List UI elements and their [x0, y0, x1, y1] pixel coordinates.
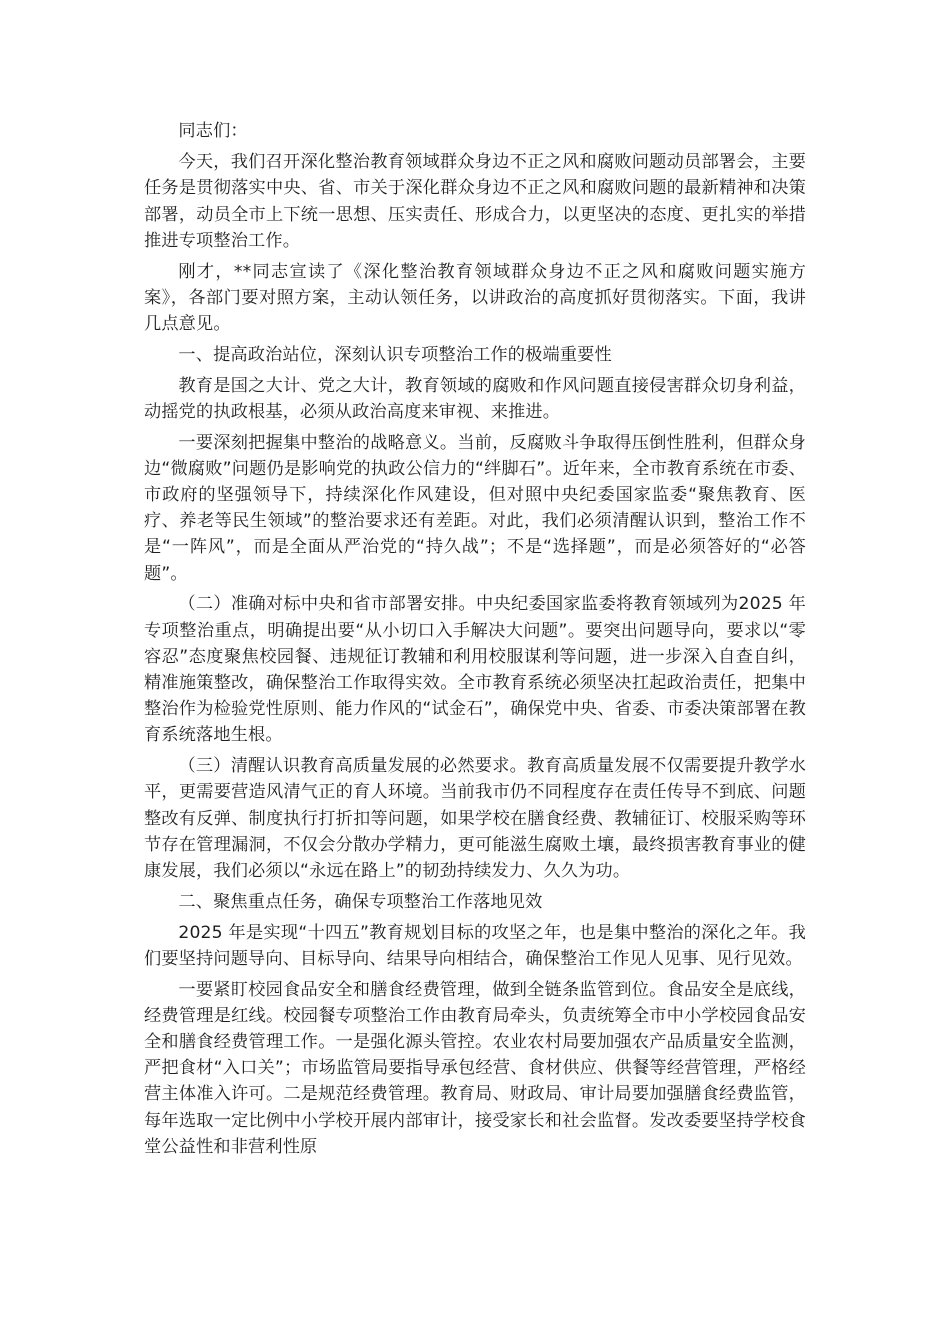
paragraph-opening: 今天，我们召开深化整治教育领域群众身边不正之风和腐败问题动员部署会，主要任务是贯彻落实中央、省、市关于深化群众身边不正之风和腐败问题的最新精神和决策部署，动员全市上下统一思想、压实责任、形成合力，以更坚决的态度、更扎实的举措推进专项整治工作。: [144, 152, 806, 251]
section-heading-one: 一、提高政治站位，深刻认识专项整治工作的极端重要性: [178, 344, 612, 365]
paragraph-point-1-3: （三）清醒认识教育高质量发展的必然要求。教育高质量发展不仅需要提升教学水平，更需要营造风清气正的育人环境。当前我市仍不同程度存在责任传导不到底、问题整改有反弹、制度执行打折扣等问题，如果学校在膳食经费、教辅征订、校服采购等环节存在管理漏洞，不仅会分散办学精力，更可能滋生腐败土壤，最终损害教育事业的健康发展，我们必须以“永远在路上”的韧劲持续发力、久久为功。: [144, 756, 806, 882]
greeting: 同志们：: [178, 121, 248, 141]
section-heading-two: 二、聚焦重点任务，确保专项整治工作落地见效: [178, 891, 543, 912]
document-body: [144, 118, 806, 1165]
paragraph-point-1-2: （二）准确对标中央和省市部署安排。中央纪委国家监委将教育领域列为2025 年专项整治重点，明确提出要“从小切口入手解决大问题”。要突出问题导向，要求以“零容忍”态度聚焦校园餐、违规征订教辅和利用校服谋利等问题，进一步深入自查自纠，精准施策整改，确保整治工作取得实效。全市教育系统必须坚决扛起政治责任，把集中整治作为检验党性原则、能力作风的“试金石”，确保党中央、省委、市委决策部署在教育系统落地生根。: [144, 594, 806, 746]
paragraph-point-2-1: 一要紧盯校园食品安全和膳食经费管理，做到全链条监管到位。食品安全是底线，经费管理是红线。校园餐专项整治工作由教育局牵头，负责统筹全市中小学校园食品安全和膳食经费管理工作。一是强化源头管控。农业农村局要加强农产品质量安全监测，严把食材“入口关”；市场监管局要指导承包经营、食材供应、供餐等经营管理，严格经营主体准入许可。二是规范经费管理。教育局、财政局、审计局要加强膳食经费监管，每年选取一定比例中小学校开展内部审计，接受家长和社会监督。发改委要坚持学校食堂公益性和非营利性原: [144, 979, 806, 1157]
paragraph-section-one-intro: 教育是国之大计、党之大计，教育领域的腐败和作风问题直接侵害群众切身利益，动摇党的执政根基，必须从政治高度来审视、来推进。: [144, 375, 806, 422]
paragraph-point-1-1: 一要深刻把握集中整治的战略意义。当前，反腐败斗争取得压倒性胜利，但群众身边“微腐败”问题仍是影响党的执政公信力的“绊脚石”。近年来，全市教育系统在市委、市政府的坚强领导下，持续深化作风建设，但对照中央纪委国家监委“聚焦教育、医疗、养老等民生领域”的整治要求还有差距。对此，我们必须清醒认识到，整治工作不是“一阵风”，而是全面从严治党的“持久战”；不是“选择题”，而是必须答好的“必答题”。: [144, 432, 806, 584]
paragraph-plan-intro: 刚才，**同志宣读了《深化整治教育领域群众身边不正之风和腐败问题实施方案》，各部门要对照方案，主动认领任务，以讲政治的高度抓好贯彻落实。下面，我讲几点意见。: [144, 261, 806, 335]
paragraph-section-two-intro: 2025 年是实现“十四五”教育规划目标的攻坚之年，也是集中整治的深化之年。我们要坚持问题导向、目标导向、结果导向相结合，确保整治工作见人见事、见行见效。: [144, 922, 806, 969]
